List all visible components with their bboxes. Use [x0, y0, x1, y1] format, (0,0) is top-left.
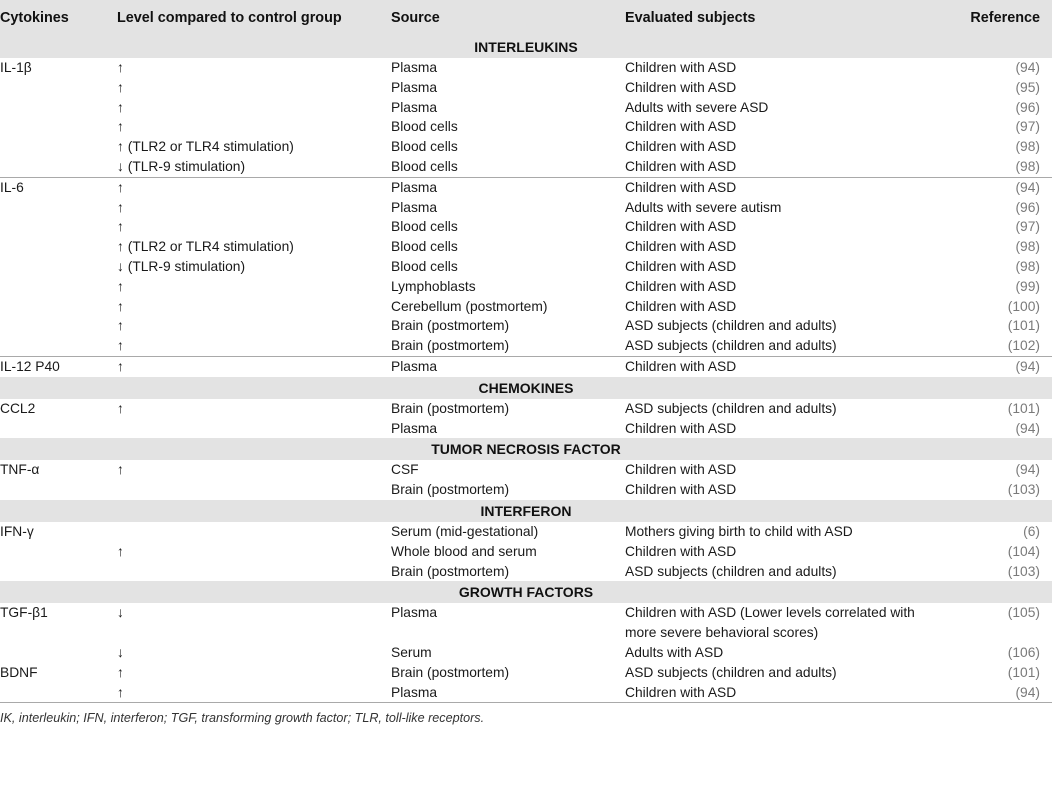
cell-level: ↑	[117, 358, 124, 374]
cell-reference: (94)	[1015, 462, 1040, 478]
header-source: Source	[391, 10, 440, 26]
cell-subjects: Children with ASD	[625, 158, 737, 174]
table-row	[0, 316, 1052, 336]
cell-subjects: Adults with ASD	[625, 644, 724, 660]
table-row	[0, 237, 1052, 257]
cell-level: ↑ (TLR2 or TLR4 stimulation)	[117, 139, 294, 155]
section-header: INTERFERON	[0, 500, 1052, 522]
table-row	[0, 117, 1052, 137]
table-row	[0, 562, 1052, 582]
cell-subjects: Children with ASD	[625, 239, 737, 255]
cell-reference: (98)	[1015, 258, 1040, 274]
cell-source: Blood cells	[391, 119, 458, 135]
table-row	[0, 399, 1052, 419]
table-row	[0, 98, 1052, 118]
table-body	[0, 36, 1052, 702]
cell-source: Plasma	[391, 99, 438, 115]
cell-level: ↑	[117, 462, 124, 478]
table-row	[0, 78, 1052, 98]
cell-cytokine: IFN-γ	[0, 523, 34, 539]
cell-source: Blood cells	[391, 139, 458, 155]
cell-reference: (103)	[1007, 482, 1040, 498]
cell-reference: (105)	[1007, 605, 1040, 621]
cell-reference: (104)	[1007, 543, 1040, 559]
cytokine-group	[0, 522, 1052, 581]
cell-reference: (94)	[1015, 179, 1040, 195]
section-header: INTERLEUKINS	[0, 36, 1052, 58]
cell-level: ↑	[117, 298, 124, 314]
cell-cytokine: TNF-α	[0, 462, 40, 478]
cell-subjects: ASD subjects (children and adults)	[625, 318, 837, 334]
cell-source: Plasma	[391, 684, 438, 700]
cell-source: Plasma	[391, 358, 438, 374]
cell-reference: (96)	[1015, 99, 1040, 115]
cell-source: Serum (mid-gestational)	[391, 523, 539, 539]
table-row	[0, 297, 1052, 317]
cell-subjects: Children with ASD	[625, 278, 737, 294]
header-level: Level compared to control group	[117, 10, 342, 26]
cell-source: Blood cells	[391, 158, 458, 174]
cytokine-group	[0, 603, 1052, 702]
cell-subjects: Adults with severe autism	[625, 199, 782, 215]
cell-level: ↑	[117, 199, 124, 215]
section-header: CHEMOKINES	[0, 377, 1052, 399]
cell-source: Blood cells	[391, 239, 458, 255]
section-header: TUMOR NECROSIS FACTOR	[0, 438, 1052, 460]
cell-source: Plasma	[391, 420, 438, 436]
cell-source: Whole blood and serum	[391, 543, 537, 559]
cell-reference: (95)	[1015, 79, 1040, 95]
cell-subjects: ASD subjects (children and adults)	[625, 563, 837, 579]
cell-reference: (96)	[1015, 199, 1040, 215]
table-row	[0, 217, 1052, 237]
cell-subjects: Children with ASD	[625, 462, 737, 478]
cell-reference: (101)	[1007, 400, 1040, 416]
cell-subjects: Children with ASD	[625, 482, 737, 498]
cell-subjects: Children with ASD	[625, 420, 737, 436]
cell-source: Brain (postmortem)	[391, 318, 510, 334]
cell-source: Serum	[391, 644, 432, 660]
cell-level: ↑	[117, 543, 124, 559]
cell-reference: (94)	[1015, 684, 1040, 700]
cell-source: Plasma	[391, 605, 438, 621]
table-row	[0, 336, 1052, 356]
cell-subjects: Mothers giving birth to child with ASD	[625, 523, 853, 539]
cell-source: Blood cells	[391, 219, 458, 235]
cell-reference: (97)	[1015, 219, 1040, 235]
footnote-text: IK, interleukin; IFN, interferon; TGF, transforming growth factor; TLR, toll-like receptors.	[0, 711, 485, 726]
cell-source: Blood cells	[391, 258, 458, 274]
cytokine-group	[0, 58, 1052, 177]
cell-level: ↑	[117, 338, 124, 354]
table-row	[0, 357, 1052, 377]
table-row	[0, 178, 1052, 198]
table-header	[0, 0, 1052, 36]
table-row	[0, 643, 1052, 663]
cell-subjects: Children with ASD	[625, 219, 737, 235]
cell-source: Plasma	[391, 79, 438, 95]
table-row	[0, 198, 1052, 218]
cell-reference: (98)	[1015, 158, 1040, 174]
cell-source: Lymphoblasts	[391, 278, 476, 294]
cell-reference: (101)	[1007, 318, 1040, 334]
cell-reference: (103)	[1007, 563, 1040, 579]
cell-reference: (99)	[1015, 278, 1040, 294]
cell-subjects: Children with ASD	[625, 179, 737, 195]
cell-cytokine: CCL2	[0, 400, 36, 416]
cell-reference: (94)	[1015, 60, 1040, 75]
table-row	[0, 257, 1052, 277]
cell-level: ↑	[117, 99, 124, 115]
header-subjects: Evaluated subjects	[625, 10, 756, 26]
cell-subjects: Children with ASD	[625, 258, 737, 274]
cell-cytokine: BDNF	[0, 664, 38, 680]
table-footnote	[0, 702, 1052, 733]
cell-reference: (101)	[1007, 664, 1040, 680]
cell-subjects: Children with ASD	[625, 298, 737, 314]
table-row	[0, 157, 1052, 177]
cell-reference: (94)	[1015, 358, 1040, 374]
cell-cytokine: IL-12 P40	[0, 358, 60, 374]
cell-reference: (102)	[1007, 338, 1040, 354]
cell-source: Brain (postmortem)	[391, 664, 510, 680]
cell-source: Plasma	[391, 179, 438, 195]
cell-reference: (98)	[1015, 239, 1040, 255]
table-row	[0, 460, 1052, 480]
cell-level: ↓ (TLR-9 stimulation)	[117, 258, 246, 274]
table-row	[0, 683, 1052, 703]
table-row	[0, 419, 1052, 439]
header-cytokines: Cytokines	[0, 10, 69, 26]
cell-source: Brain (postmortem)	[391, 482, 510, 498]
cell-source: Plasma	[391, 199, 438, 215]
cell-subjects: Adults with severe ASD	[625, 99, 769, 115]
cell-cytokine: TGF-β1	[0, 605, 48, 621]
cell-subjects: ASD subjects (children and adults)	[625, 400, 837, 416]
cell-subjects: Children with ASD	[625, 119, 737, 135]
table-row	[0, 137, 1052, 157]
cell-source: Plasma	[391, 60, 438, 75]
cell-reference: (97)	[1015, 119, 1040, 135]
cell-reference: (6)	[1023, 523, 1040, 539]
cell-level: ↑	[117, 664, 124, 680]
cell-subjects: Children with ASD (Lower levels correlated with more severe behavioral scores)	[625, 605, 915, 641]
cell-level: ↓ (TLR-9 stimulation)	[117, 158, 246, 174]
cell-source: Brain (postmortem)	[391, 563, 510, 579]
cell-subjects: Children with ASD	[625, 139, 737, 155]
cell-subjects: Children with ASD	[625, 60, 737, 75]
cell-reference: (100)	[1007, 298, 1040, 314]
cell-source: Brain (postmortem)	[391, 400, 510, 416]
cell-subjects: Children with ASD	[625, 358, 737, 374]
cell-level: ↑	[117, 60, 124, 75]
table-row	[0, 603, 1052, 643]
table-row	[0, 522, 1052, 542]
table-row	[0, 277, 1052, 297]
cell-level: ↓	[117, 644, 124, 660]
cytokine-group	[0, 356, 1052, 377]
cell-level: ↑	[117, 684, 124, 700]
cell-subjects: Children with ASD	[625, 543, 737, 559]
cytokine-group	[0, 177, 1052, 356]
cell-source: CSF	[391, 462, 419, 478]
cell-level: ↑	[117, 179, 124, 195]
cell-cytokine: IL-6	[0, 179, 24, 195]
cell-subjects: Children with ASD	[625, 684, 737, 700]
cell-subjects: Children with ASD	[625, 79, 737, 95]
cell-level: ↑	[117, 400, 124, 416]
cell-level: ↑ (TLR2 or TLR4 stimulation)	[117, 239, 294, 255]
cell-subjects: ASD subjects (children and adults)	[625, 664, 837, 680]
table-row	[0, 480, 1052, 500]
cell-reference: (98)	[1015, 139, 1040, 155]
cell-level: ↑	[117, 79, 124, 95]
section-header: GROWTH FACTORS	[0, 581, 1052, 603]
cytokine-group	[0, 460, 1052, 500]
cell-source: Brain (postmortem)	[391, 338, 510, 354]
cell-source: Cerebellum (postmortem)	[391, 298, 548, 314]
cell-level: ↑	[117, 119, 124, 135]
table-row	[0, 58, 1052, 78]
cell-level: ↑	[117, 278, 124, 294]
cell-level: ↑	[117, 219, 124, 235]
cytokine-group	[0, 399, 1052, 439]
header-reference: Reference	[970, 10, 1040, 26]
cell-reference: (106)	[1007, 644, 1040, 660]
cell-level: ↓	[117, 605, 124, 621]
cell-cytokine: IL-1β	[0, 60, 32, 75]
table-row	[0, 663, 1052, 683]
table-row	[0, 542, 1052, 562]
cell-reference: (94)	[1015, 420, 1040, 436]
cell-subjects: ASD subjects (children and adults)	[625, 338, 837, 354]
cell-level: ↑	[117, 318, 124, 334]
